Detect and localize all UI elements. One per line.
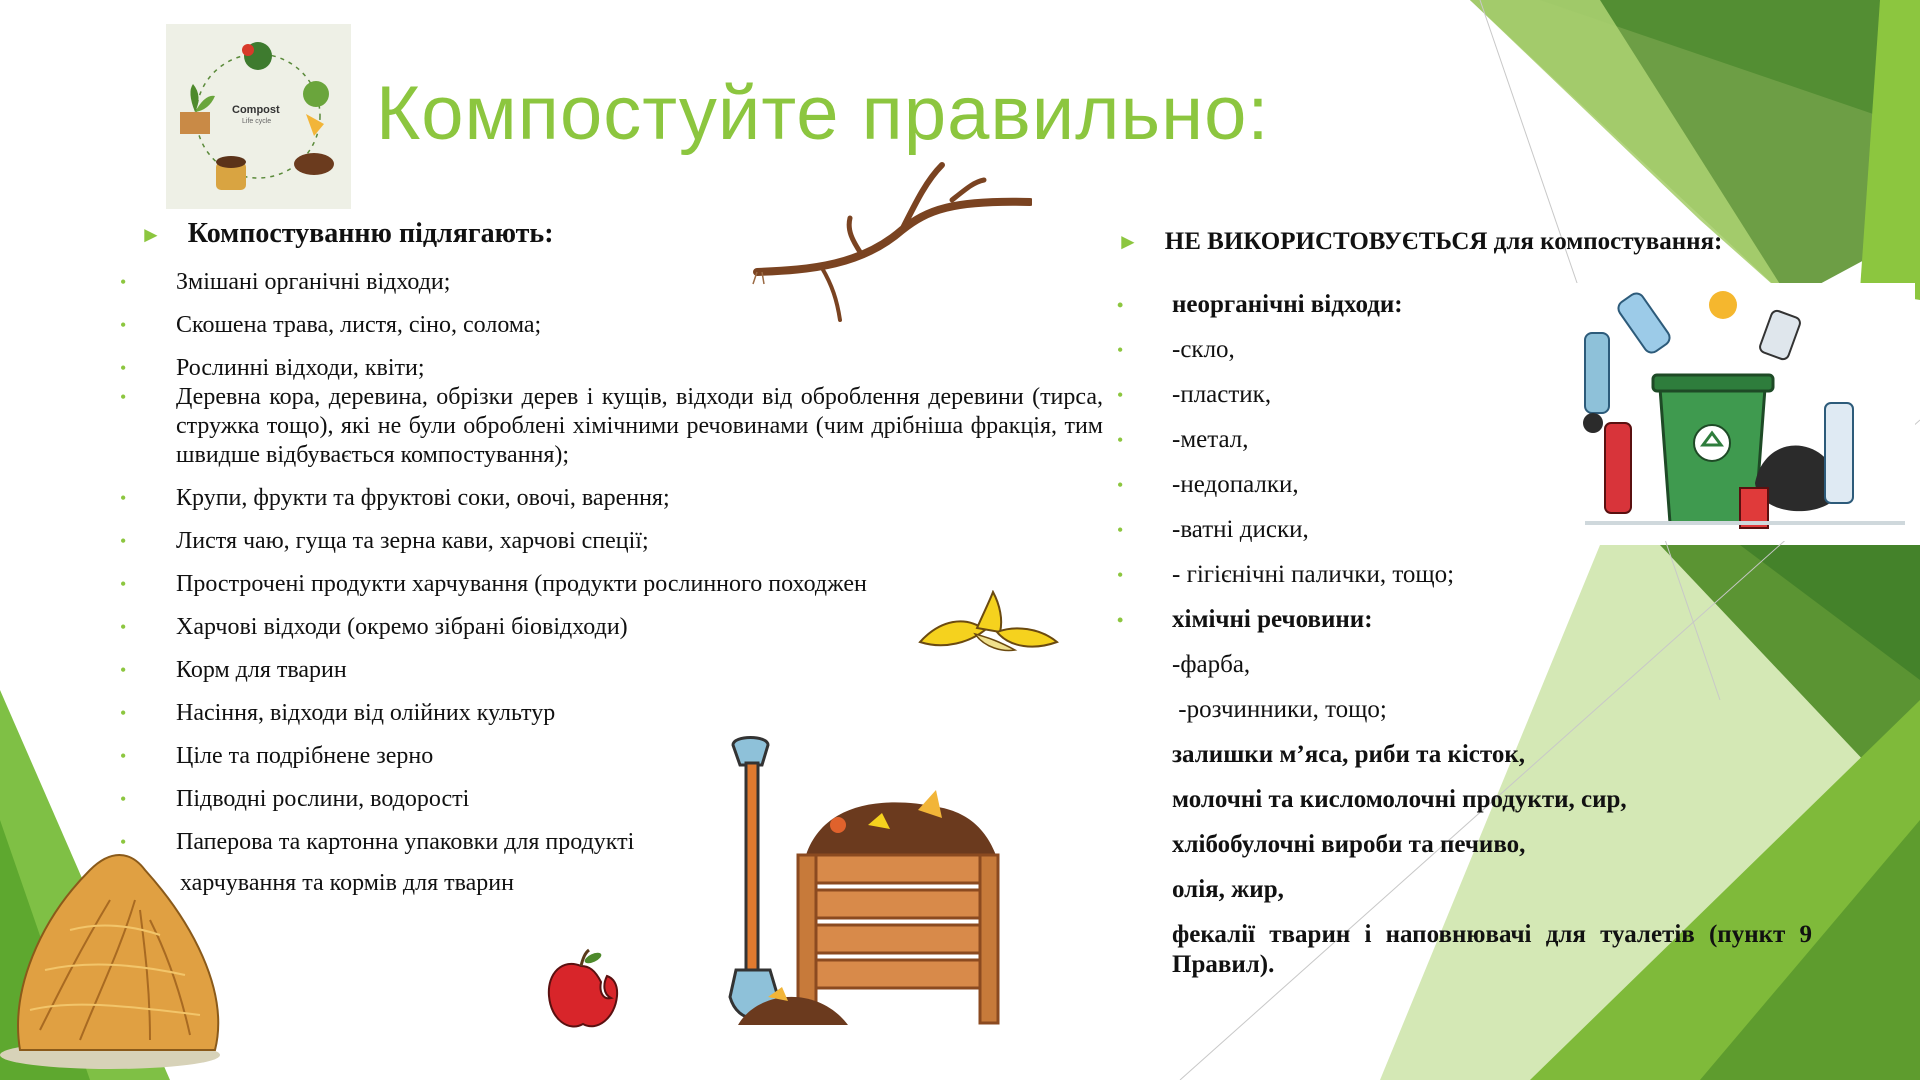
list-item: хлібобулочні вироби та печиво, xyxy=(1172,831,1526,858)
bullet-icon: • xyxy=(1117,430,1124,450)
list-item: • -недопалки, xyxy=(1117,471,1299,498)
list-item: • Крупи, фрукти та фруктові соки, овочі, варення; xyxy=(120,485,670,511)
bullet-icon: • xyxy=(1117,610,1124,630)
bullet-icon: • xyxy=(1117,520,1124,540)
page-title: Компостуйте правильно: xyxy=(376,71,1270,156)
list-item: • хімічні речовини: xyxy=(1117,606,1373,633)
bullet-icon: • xyxy=(120,703,127,723)
bullet-icon: • xyxy=(1117,295,1124,315)
list-item: • Листя чаю, гуща та зерна кави, харчові спеції; xyxy=(120,528,649,554)
bullet-icon: • xyxy=(120,617,127,637)
bullet-icon: • xyxy=(120,488,127,508)
bullet-icon: • xyxy=(120,315,127,335)
apple-core-icon xyxy=(545,948,620,1033)
bullet-icon: • xyxy=(120,574,127,594)
bullet-icon: • xyxy=(120,387,127,407)
list-item: • -ватні диски, xyxy=(1117,516,1309,543)
list-item: • Насіння, відходи від олійних культур xyxy=(120,700,556,726)
compost-life-cycle-logo xyxy=(166,24,351,209)
bullet-icon: • xyxy=(120,660,127,680)
bullet-icon: • xyxy=(120,531,127,551)
logo-subtitle: Life cycle xyxy=(242,118,272,125)
banana-peel-icon xyxy=(915,590,1060,660)
forbidden-heading xyxy=(1117,228,1722,256)
forbidden-list xyxy=(1117,290,1877,995)
list-item: • Скошена трава, листя, сіно, солома; xyxy=(120,312,542,338)
list-item: • - гігієнічні палички, тощо; xyxy=(1117,561,1455,588)
list-item: • -скло, xyxy=(1117,336,1235,363)
allowed-heading xyxy=(140,218,554,250)
list-item: -розчинники, тощо; xyxy=(1172,696,1387,723)
forbidden-heading-text: НЕ ВИКОРИСТОВУЄТЬСЯ для компостування: xyxy=(1164,228,1723,255)
bullet-icon: • xyxy=(120,832,127,852)
bullet-icon: • xyxy=(120,746,127,766)
bullet-icon: • xyxy=(1117,385,1124,405)
list-item: • Рослинні відходи, квіти; xyxy=(120,355,425,381)
compost-cycle-icon xyxy=(166,24,351,209)
logo-title: Compost xyxy=(232,104,280,116)
list-item: • неорганічні відходи: xyxy=(1117,291,1403,318)
arrow-bullet-icon: ► xyxy=(140,222,162,247)
compost-bin-shovel-icon xyxy=(728,735,1058,1035)
bullet-icon: • xyxy=(120,358,127,378)
bullet-icon: • xyxy=(1117,340,1124,360)
list-item: харчування та кормів для тварин xyxy=(180,870,514,896)
list-item: • -пластик, xyxy=(1117,381,1272,408)
bullet-icon: • xyxy=(1117,565,1124,585)
list-item: • Підводні рослини, водорості xyxy=(120,786,470,812)
list-item: • -метал, xyxy=(1117,426,1249,453)
list-item: фекалії тварин і наповнювачі для туалетів (пункт 9 Правил). xyxy=(1172,921,1812,978)
list-item: • Прострочені продукти харчування (продукти рослинного походжен xyxy=(120,571,867,597)
list-item: молочні та кисломолочні продукти, сир, xyxy=(1172,786,1627,813)
list-item: олія, жир, xyxy=(1172,876,1284,903)
allowed-heading-text: Компостуванню підлягають: xyxy=(187,218,554,249)
arrow-bullet-icon: ► xyxy=(1117,229,1139,254)
hay-pile-icon xyxy=(0,840,240,1070)
list-item: -фарба, xyxy=(1172,651,1251,678)
list-item: • Корм для тварин xyxy=(120,657,347,683)
bullet-icon: • xyxy=(120,272,127,292)
list-item: • Харчові відходи (окремо зібрані біовідходи) xyxy=(120,614,628,640)
bullet-icon: • xyxy=(120,789,127,809)
bullet-icon: • xyxy=(1117,475,1124,495)
list-item: • Паперова та картонна упаковки для продукті xyxy=(120,829,635,855)
list-item: • Змішані органічні відходи; xyxy=(120,269,451,295)
list-item: залишки м’яса, риби та кісток, xyxy=(1172,741,1525,768)
list-item: • Ціле та подрібнене зерно xyxy=(120,743,434,769)
list-item: • Деревна кора, деревина, обрізки дерев і кущів, відходи від оброблення деревини (тирса, стружка тощо), які не були оброблені хімічними речовинами (чим дрібніша фракція, тим швидше відбувається компостування); xyxy=(120,384,1103,468)
